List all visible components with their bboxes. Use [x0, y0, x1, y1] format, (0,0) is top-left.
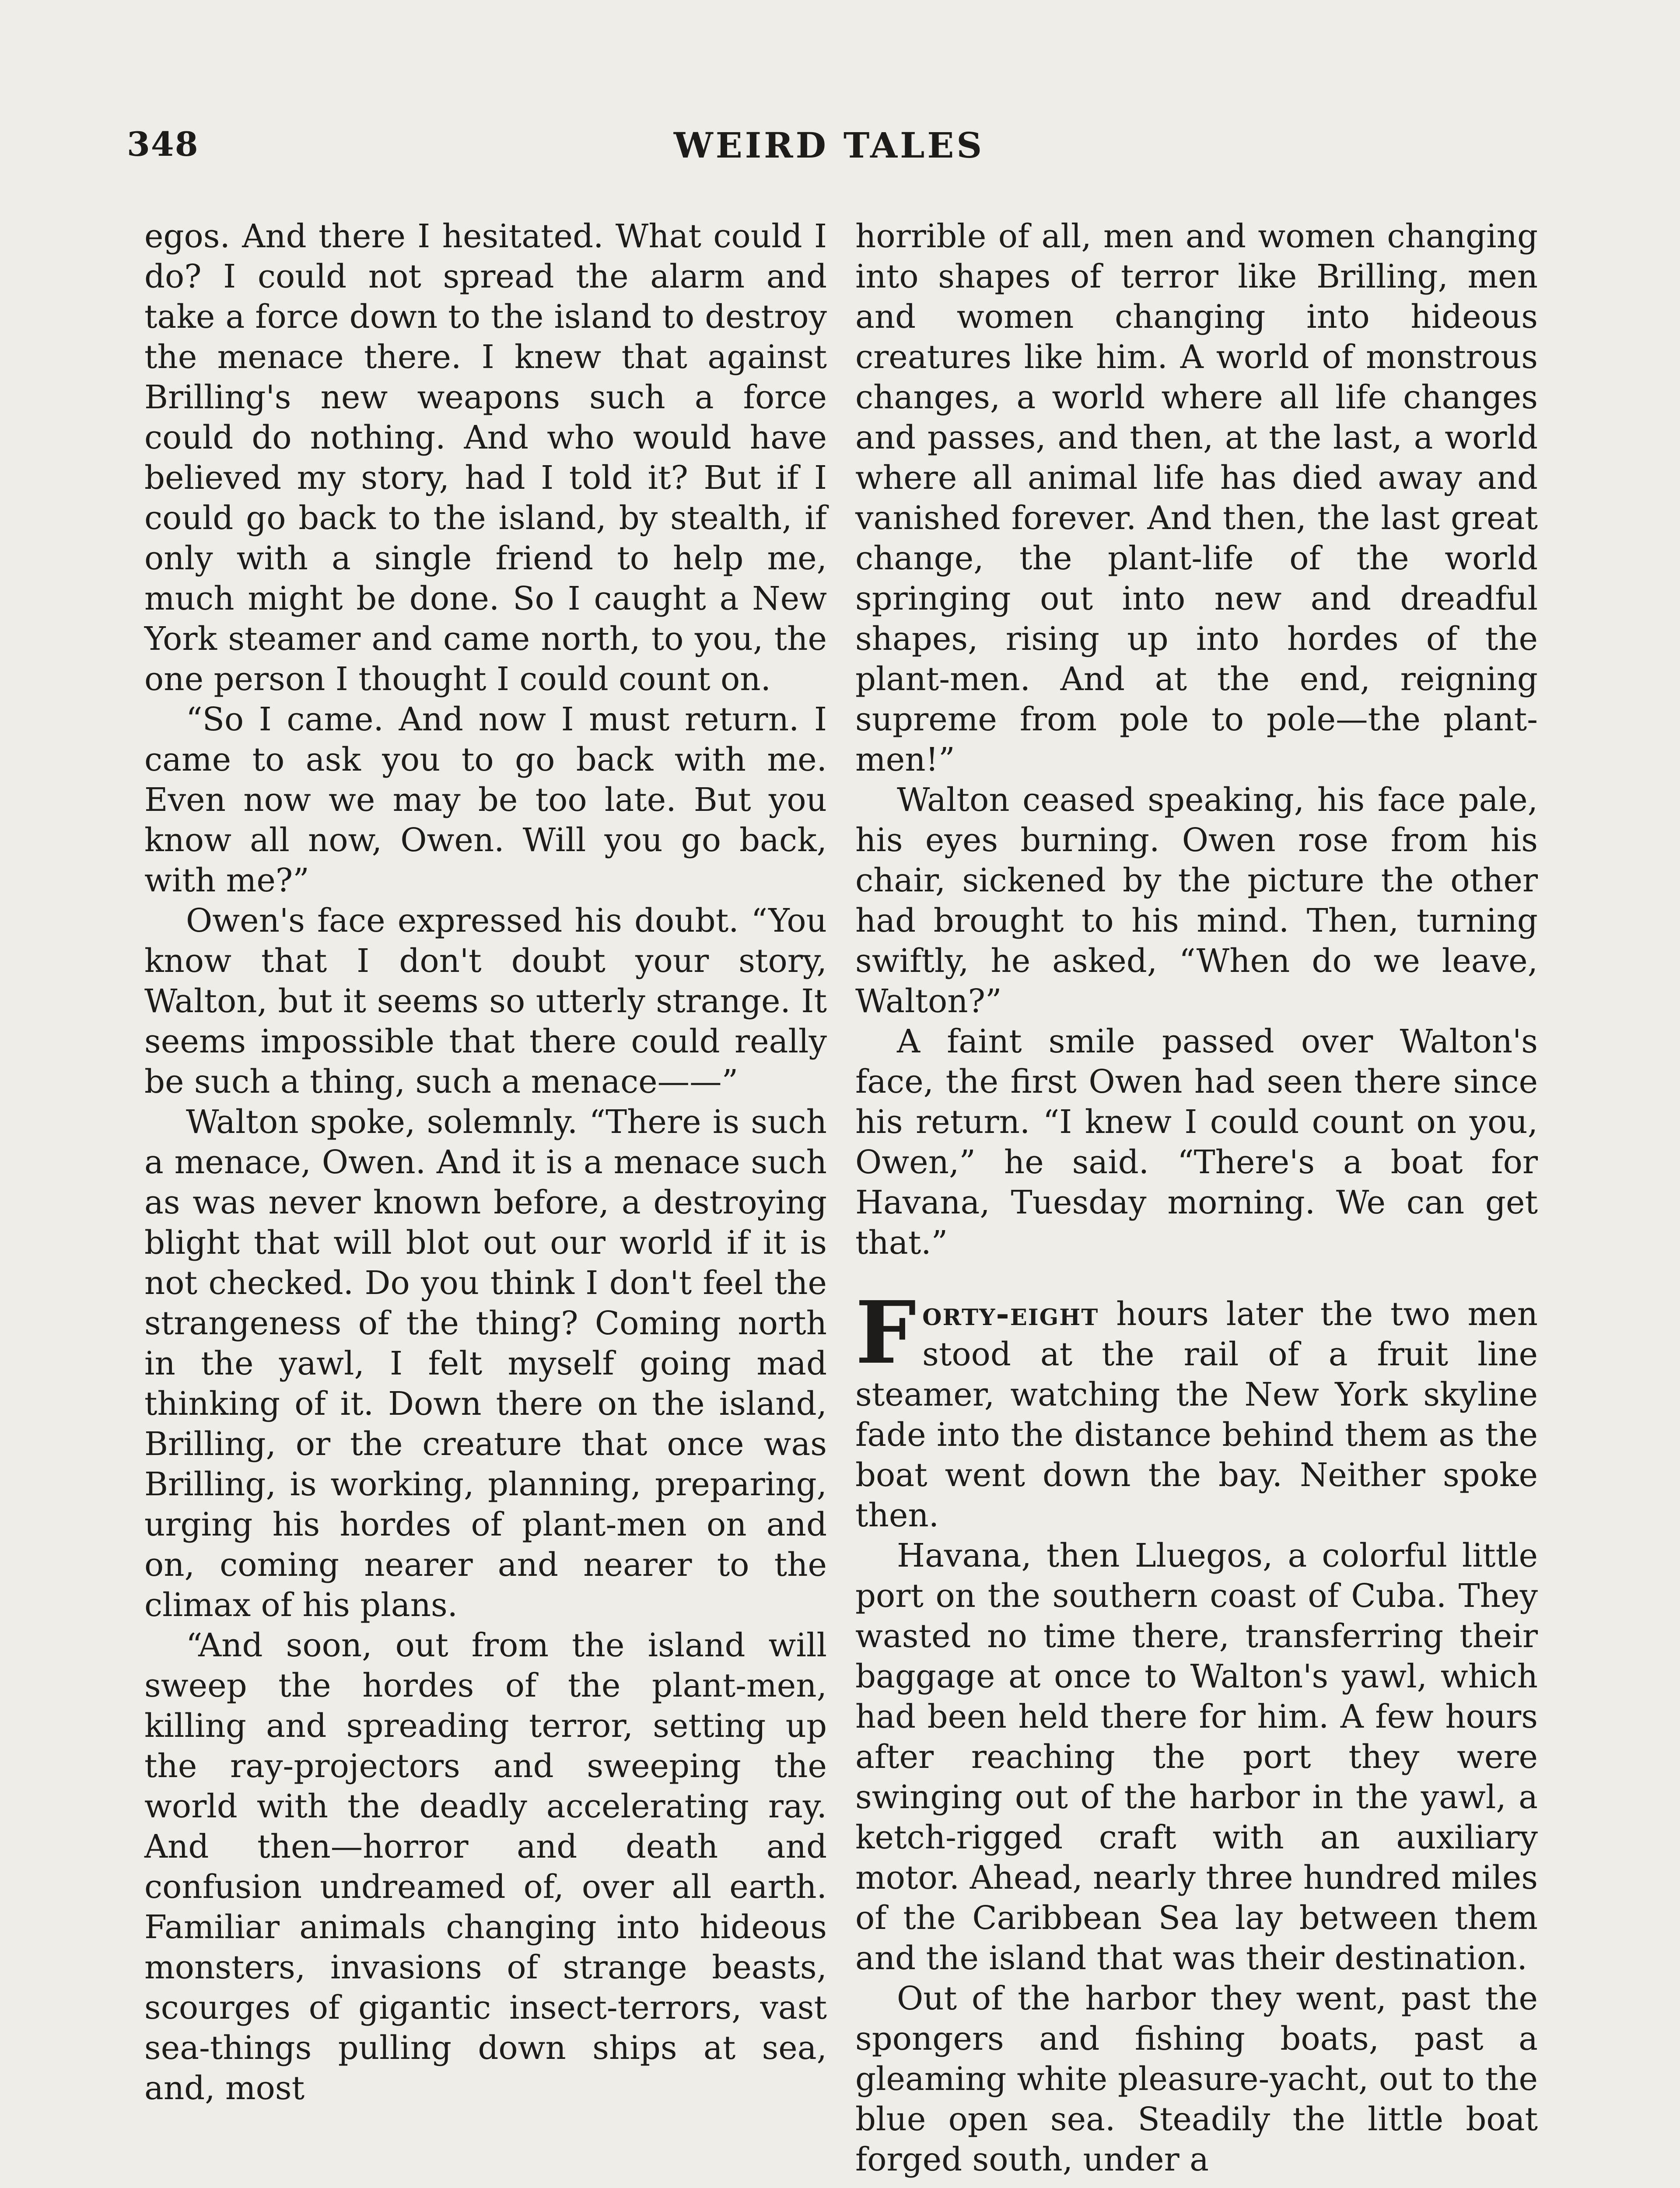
section-break [855, 1263, 1538, 1294]
page-header [127, 125, 1531, 177]
section-opening-paragraph [855, 1283, 1538, 1536]
small-caps-lead-in: orty-eight [922, 1295, 1099, 1333]
paragraph: Havana, then Lluegos, a colorful little port on the southern coast of Cuba. They wasted no time there, transferring their baggage at once to Walton's yawl, which had been held there for him. A few hours after reaching the port they were swinging out of the harbor in the yawl, a ketch-rigged craft with an auxiliary motor. Ahead, nearly three hundred miles of the Caribbean Sea lay between them and the island that was their destination. [855, 1537, 1538, 1977]
paragraph: horrible of all, men and women changing into shapes of terror like Brilling, men and women changing into hideous creatures like him. A world of monstrous changes, a world where all life changes and passes, and then, at the last, a world where all animal life has died away and vanished forever. And then, the last great change, the plant-life of the world springing out into new and dreadful shapes, rising up into hordes of the plant-men. And at the end, reigning supreme from pole to pole—the plant-men!” [855, 218, 1538, 778]
section-opening-text: hours later the two men stood at the rail of a fruit line steamer, watching the New York skyline fade into the distance behind them as the boat went down the bay. Neither spoke then. [855, 1296, 1538, 1534]
paragraph: “So I came. And now I must return. I came to ask you to go back with me. Even now we may be too late. But you know all now, Owen. Will you go back, with me?” [144, 701, 827, 899]
paragraph: “And soon, out from the island will sweep the hordes of the plant-men, killing and spreading terror, setting up the ray-projectors and sweeping the world with the deadly accelerating ray. And then—horror and death and confusion undreamed of, over all earth. Familiar animals changing into hideous monsters, invasions of strange beasts, scourges of gigantic insect-terrors, vast sea-things pulling down ships at sea, and, most [144, 1627, 827, 2107]
running-head: WEIRD TALES [673, 125, 985, 166]
left-column [144, 217, 827, 2109]
right-column [855, 217, 1538, 2180]
paragraph: Out of the harbor they went, past the spongers and fishing boats, past a gleaming white pleasure-yacht, out to the blue open sea. Steadily the little boat forged south, under a [855, 1980, 1538, 2178]
drop-cap: F [855, 1283, 917, 1383]
paragraph: egos. And there I hesitated. What could I do? I could not spread the alarm and take a force down to the island to destroy the menace there. I knew that against Brilling's new weapons such a force could do nothing. And who would have believed my story, had I told it? But if I could go back to the island, by stealth, if only with a single friend to help me, much might be done. So I caught a New York steamer and came north, to you, the one person I thought I could count on. [144, 218, 827, 698]
paragraph: Walton spoke, solemnly. “There is such a menace, Owen. And it is a menace such as was never known before, a destroying blight that will blot out our world if it is not checked. Do you think I don't feel the strangeness of the thing? Coming north in the yawl, I felt myself going mad thinking of it. Down there on the island, Brilling, or the creature that once was Brilling, is working, planning, preparing, urging his hordes of plant-men on and on, coming nearer and nearer to the climax of his plans. [144, 1104, 827, 1624]
paragraph: A faint smile passed over Walton's face, the first Owen had seen there since his return. “I knew I could count on you, Owen,” he said. “There's a boat for Havana, Tuesday morning. We can get that.” [855, 1023, 1538, 1262]
paragraph: Owen's face expressed his doubt. “You know that I don't doubt your story, Walton, but it seems so utterly strange. It seems impossible that there could really be such a thing, such a menace——” [144, 902, 827, 1101]
paragraph: Walton ceased speaking, his face pale, his eyes burning. Owen rose from his chair, sickened by the picture the other had brought to his mind. Then, turning swiftly, he asked, “When do we leave, Walton?” [855, 782, 1538, 1020]
page-number: 348 [127, 125, 199, 164]
